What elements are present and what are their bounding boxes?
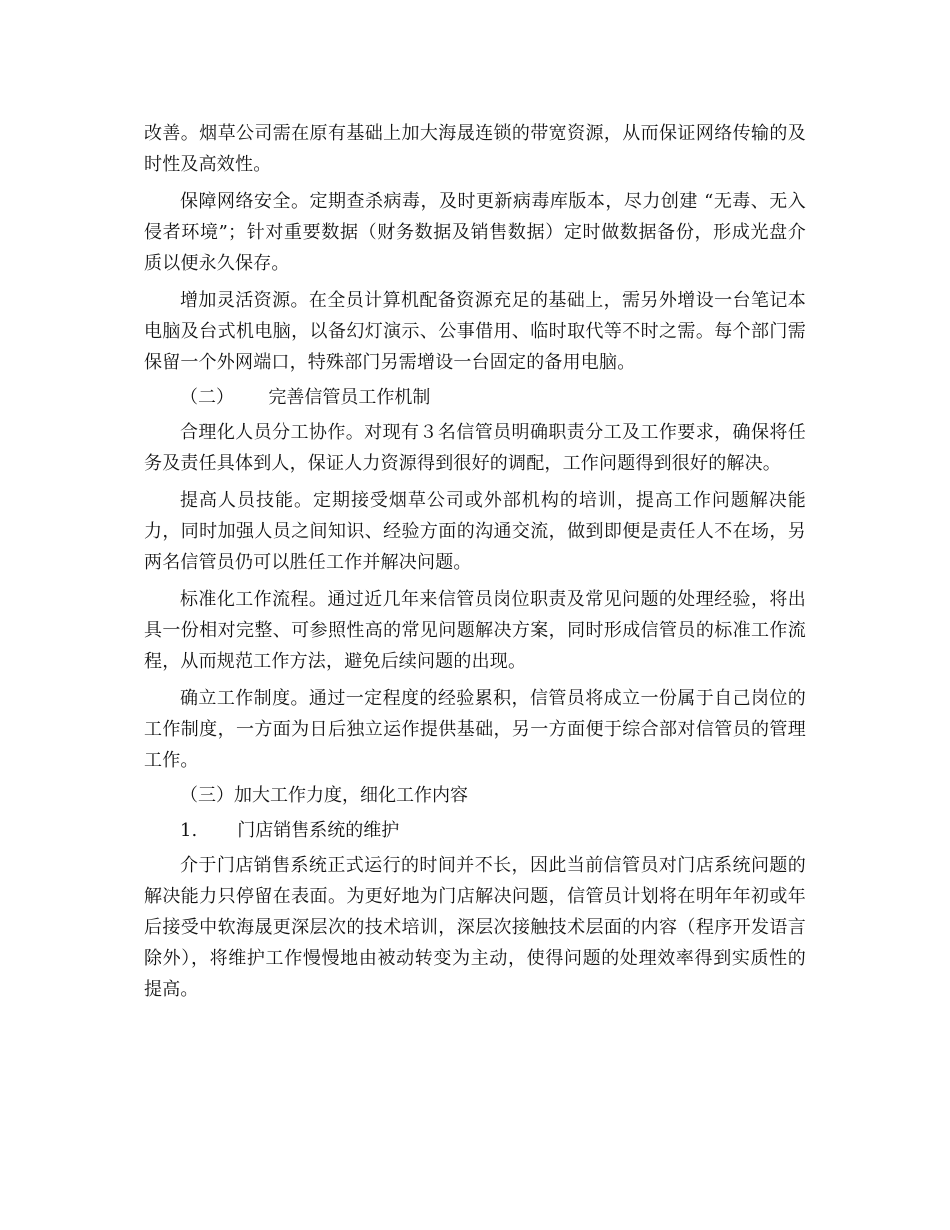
paragraph-standard-process: 标准化工作流程。通过近几年来信管员岗位职责及常见问题的处理经验，将出具一份相对完整、可参照性高的常见问题解决方案，同时形成信管员的标准工作流程，从而规范工作方法，避免后续问题的出现。: [144, 589, 806, 672]
paragraph-flexible-resources: 增加灵活资源。在全员计算机配备资源充足的基础上，需另外增设一台笔记本电脑及台式机电脑，以备幻灯演示、公事借用、临时取代等不时之需。每个部门需保留一个外网端口，特殊部门另需增设一台固定的备用电脑。: [144, 290, 806, 373]
paragraph-staff-skills: 提高人员技能。定期接受烟草公司或外部机构的培训，提高工作问题解决能力，同时加强人员之间知识、经验方面的沟通交流，做到即便是责任人不在场，另两名信管员仍可以胜任工作并解决问题。: [144, 490, 806, 573]
paragraph-network-bandwidth: 改善。烟草公司需在原有基础上加大海晟连锁的带宽资源，从而保证网络传输的及时性及高效性。: [144, 123, 806, 175]
paragraph-store-system: 介于门店销售系统正式运行的时间并不长，因此当前信管员对门店系统问题的解决能力只停留在表面。为更好地为门店解决问题，信管员计划将在明年年初或年后接受中软海晟更深层次的技术培训，深层次接触技术层面的内容（程序开发语言除外），将维护工作慢慢地由被动转变为主动，使得问题的处理效率得到实质性的提高。: [144, 855, 806, 1000]
paragraph-work-system: 确立工作制度。通过一定程度的经验累积，信管员将成立一份属于自己岗位的工作制度，一方面为日后独立运作提供基础，另一方面便于综合部对信管员的管理工作。: [144, 688, 806, 771]
paragraph-staff-division: 合理化人员分工协作。对现有３名信管员明确职责分工及工作要求，确保将任务及责任具体到人，保证人力资源得到很好的调配，工作问题得到很好的解决。: [144, 422, 806, 474]
section-heading-3: （三）加大工作力度，细化工作内容: [180, 785, 468, 806]
section-heading-2: （二） 完善信管员工作机制: [180, 387, 431, 408]
document-body: [144, 118, 806, 1005]
subsection-heading-1: 1. 门店销售系统的维护: [180, 820, 400, 841]
paragraph-network-security: 保障网络安全。定期查杀病毒，及时更新病毒库版本，尽力创建 “无毒、无入侵者环境”；针对重要数据（财务数据及销售数据）定时做数据备份，形成光盘介质以便永久保存。: [144, 191, 806, 274]
